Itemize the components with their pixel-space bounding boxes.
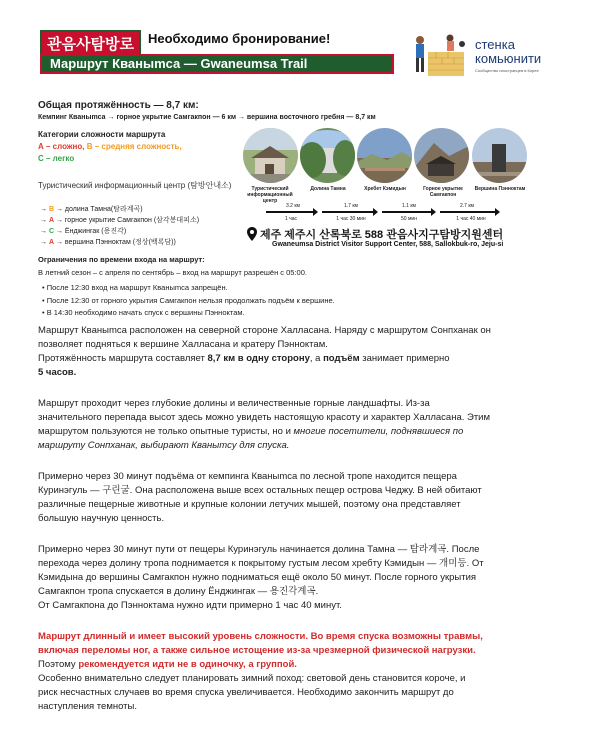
difficulty-legend bbox=[38, 142, 182, 151]
booking-notice: Необходимо бронирование! bbox=[148, 31, 331, 46]
info-center-title: Туристический информационный центр (탐방안내소) bbox=[38, 181, 232, 190]
address-korean: 제주 제주시 산록북로 588 관음사지구탐방지원센터 bbox=[260, 229, 504, 241]
limits-item: • После 12:30 вход на маршрут Кваныmса запрещён. bbox=[42, 282, 335, 295]
difficulty-legend-c bbox=[38, 154, 74, 163]
segment-distance: 1.7 км bbox=[344, 203, 358, 209]
segment-distance: 3.2 км bbox=[286, 203, 300, 209]
difficulty-c: С – легко bbox=[38, 154, 75, 163]
route-detail-paragraph: Примерно через 30 минут пути от пещеры Куринэгуль начинается долина Тамна — 탐라계곡. После перехода через долину тропа поднимается к покрытому густым лесом хребту Кэмидын — 개미등. От Кэмидына до вершины Самгакпон нужно подниматься ещё около 50 минут. После горного укрытия Самгакпон тропа спускается в долину Ёнджингак — 용진각계곡. От Самгакпона до Пэнноктама нужно идти примерно 1 час 40 минут. bbox=[38, 544, 484, 611]
photo-tamna-valley bbox=[300, 128, 355, 183]
segment-time: 50 мин bbox=[401, 216, 417, 222]
stop-label-tamna: Долина Тамна bbox=[310, 186, 346, 192]
address-english: Gwaneumsa District Visitor Support Center, 588, Sallokbuk-ro, Jeju-si bbox=[272, 241, 504, 248]
landscape-paragraph: Маршрут проходит через глубокие долины и величественные горные ландшафты. Из-за значительного перепада высот здесь можно увидеть настоящую красоту и характер Халласана. Этим маршрутом пользуются не только опытные туристы, но и многие посетители, поднявшиеся по маршруту Сонпханак, выбирают Кваныmсу для спуска. bbox=[38, 398, 491, 451]
info-item: → А → горное укрытие Самгакпон (삼각봉대피소) bbox=[40, 217, 200, 224]
stop-label-samgakbong: Горное укрытие Самгакпон bbox=[423, 186, 463, 198]
limits-list bbox=[42, 282, 335, 320]
route-summary: Кемпинг Кваныmса → горное укрытие Самгакпон — 6 км → вершина восточного гребня — 8,7 км bbox=[38, 114, 376, 121]
difficulty-b: B – средняя сложность, bbox=[86, 142, 182, 151]
segment-arrow bbox=[440, 211, 496, 213]
difficulty-title: Категории сложности маршрута bbox=[38, 130, 166, 139]
community-illustration-icon bbox=[410, 30, 470, 80]
location-pin-icon bbox=[247, 227, 257, 241]
limits-item: • После 12:30 от горного укрытия Самгакпон нельзя продолжать подъём к вершине. bbox=[42, 295, 335, 308]
route-banner: Маршрут Кваныmса — Gwaneumsa Trail bbox=[40, 54, 394, 74]
community-title: стенка комьюнити bbox=[475, 37, 542, 66]
community-subtitle: Сообщество иностранцев в Корее bbox=[475, 68, 539, 73]
korean-trail-badge: 관음사탐방로 bbox=[40, 30, 141, 57]
stop-label-summit: Вершина Пэнноктам bbox=[474, 186, 526, 192]
info-item: → В → долина Тамна(탐라계곡) bbox=[40, 206, 143, 213]
photo-samgakbong-shelter bbox=[414, 128, 469, 183]
info-center-list bbox=[40, 204, 199, 248]
difficulty-a: А – сложно, bbox=[38, 142, 85, 151]
segment-arrow bbox=[266, 211, 314, 213]
info-item: → С → Ёнджингак (용진각) bbox=[40, 228, 127, 235]
segment-distance: 2.7 км bbox=[460, 203, 474, 209]
intro-paragraph: Маршрут Кваныmса расположен на северной стороне Халласана. Наряду с маршрутом Сонпханак он позволяет подняться к вершине Халласана и кратеру Пэнноктам. Протяжённость маршрута составляет 8,7 км в одну сторону, а подъём занимает примерно 5 часов. bbox=[38, 325, 491, 378]
segment-arrow bbox=[322, 211, 374, 213]
limits-title: Ограничения по времени входа на маршрут: bbox=[38, 255, 205, 264]
total-length: Общая протяжённость — 8,7 км: bbox=[38, 100, 199, 111]
stop-label-kaemideung: Хребет Кэмидын bbox=[364, 186, 406, 192]
photo-info-center bbox=[243, 128, 298, 183]
stop-label-info-center: Туристический информационный центр bbox=[247, 186, 293, 204]
segment-distance: 1.1 км bbox=[402, 203, 416, 209]
cave-paragraph: Примерно через 30 минут подъёма от кемпинга Кваныmса по лесной тропе находится пещера Куринэгуль — 구린굴. Она расположена выше всех остальных пещер острова Чеджу. В ней обитают различные пещерные животные и крупные колонии летучих мышей, поэтому она представляет большую научную ценность. bbox=[38, 471, 482, 524]
segment-time: 1 час 30 мин bbox=[336, 216, 366, 222]
limits-season: В летний сезон – с апреля по сентябрь – вход на маршрут разрешён с 05:00. bbox=[38, 268, 307, 277]
warning-paragraph: Маршрут длинный и имеет высокий уровень сложности. Во время спуска возможны травмы, включая переломы ног, а также сильное истощение из-за чрезмерной физической нагрузки. Поэтому рекомендуется идти не в одиночку, а группой. Особенно внимательно следует планировать зимний поход: световой день становится короче, и риск несчастных случаев во время спуска увеличивается. Необходимо закончить маршрут до наступления темноты. bbox=[38, 631, 483, 712]
segment-time: 1 час bbox=[284, 216, 298, 222]
info-item: → А → вершина Пэнноктам (정상(백록담)) bbox=[40, 239, 176, 246]
segment-time: 1 час 40 мин bbox=[456, 216, 486, 222]
limits-item: • В 14:30 необходимо начать спуск с вершины Пэнноктам. bbox=[42, 307, 335, 320]
photo-baengnokdam-summit bbox=[472, 128, 527, 183]
segment-arrow bbox=[382, 211, 432, 213]
header bbox=[0, 0, 600, 92]
photo-kaemideung-ridge bbox=[357, 128, 412, 183]
